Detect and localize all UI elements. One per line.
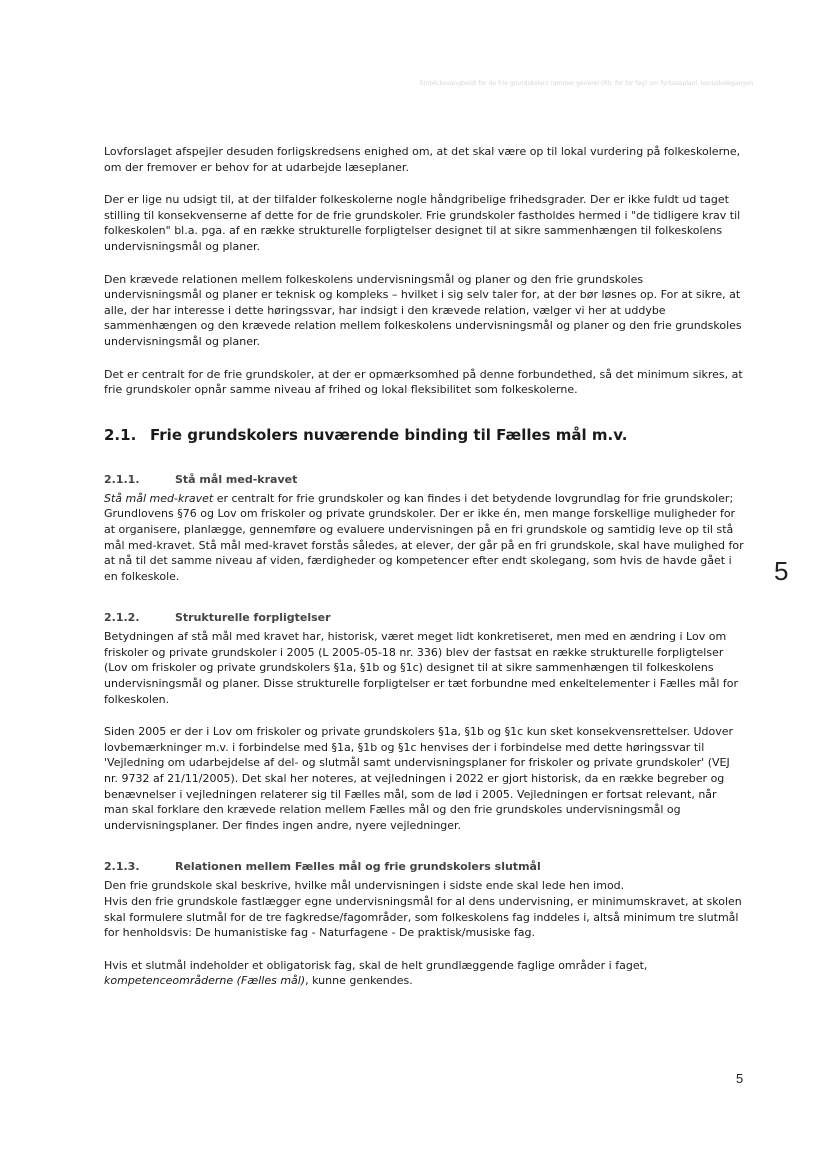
paragraph-text: er centralt for frie grundskoler og kan findes i det betydende lovgrundlag for frie grundskoler; Grundlovens §76 og Lov om friskoler og private grundskoler. Der er ikke én, men mange forskellige muligheder for at organisere, planlægge, gennemføre og evaluere undervisningen på en fri grundskole og samtidig leve op til stå mål med-kravet. Stå mål med-kravet forstås således, at elever, der går på en fri grundskole, skal have mulighed for at nå til det samme niveau af viden, færdigheder og kompetencer efter endt skolegang, som hvis de havde gået i en folkeskole.	[104, 491, 744, 583]
intro-paragraph-1: Lovforslaget afspejler desuden forligskredsens enighed om, at det skal være op til lokal vurdering på folkeskolerne, om der fremover er behov for at udarbejde læseplaner.	[104, 145, 741, 174]
faint-header-text: Einblicksvangbeldt for de frie grundskolers rammer generel (Rh. for for fag) om fyrkasaplanl. konuskolegangen	[420, 80, 754, 87]
section-number: 2.1.	[104, 425, 137, 444]
italic-term: kompetenceområderne (Fælles mål)	[104, 974, 306, 988]
intro-paragraph-3: Den krævede relationen mellem folkeskolens undervisningsmål og planer og den frie grundskoles undervisningsmål og planer er teknisk og kompleks – hvilket i sig selv taler for, at der bør løsnes op. For at sikre, at alle, der har interesse i dette høringssvar, har indsigt i den krævede relation, vælger vi her at uddybe sammenhængen og den krævede relation mellem folkeskolens undervisningsmål og planer og den frie grundskoles undervisningsmål og planer.	[104, 272, 742, 348]
subsection-title: Relationen mellem Fælles mål og frie grundskolers slutmål	[175, 860, 541, 874]
subsection-paragraph-2: Siden 2005 er der i Lov om friskoler og private grundskolers §1a, §1b og §1c kun sket konsekvensrettelser. Udover lovbemærkninger m.v. i forbindelse med §1a, §1b og §1c henvises der i forbindelse med dette høringssvar til 'Vejledning om udarbejdelse af del- og slutmål samt undervisningsplaner for friskoler og private grundskoler' (VEJ nr. 9732 af 21/11/2005). Det skal her noteres, at vejledningen i 2022 er gjort historisk, da en række begreber og benævnelser i vejledningen relaterer sig til Fælles mål, som de lød i 2005. Vejledningen er fortsat relevant, når man skal forklare den krævede relation mellem Fælles mål og den frie grundskoles undervisningsmål og undervisningsplaner. Der findes ingen andre, nyere vejledninger.	[104, 725, 734, 832]
subsection-2-1-3	[104, 859, 744, 989]
subsection-number: 2.1.1.	[104, 472, 140, 486]
paragraph-tail: , kunne genkendes.	[305, 974, 413, 988]
intro-paragraph-4: Det er centralt for de frie grundskoler, at der er opmærksomhed på denne forbundethed, så det minimum sikres, at frie grundskoler opnår samme niveau af frihed og lokal fleksibilitet som folkeskolerne.	[104, 367, 743, 397]
subsection-final-paragraph	[104, 958, 744, 989]
subsection-title: Stå mål med-kravet	[175, 472, 298, 486]
subsection-line-1: Den frie grundskole skal beskrive, hvilke mål undervisningen i sidste ende skal lede hen imod.	[104, 879, 625, 893]
subsection-paragraph-1: Betydningen af stå mål med kravet har, historisk, været meget lidt konkretiseret, men med en ændring i Lov om friskoler og private grundskoler i 2005 (L 2005-05-18 nr. 336) blev der fastsat en række strukturelle forpligtelser (Lov om friskoler og private grundskolers §1a, §1b og §1c) designet til at sikre sammenhængen til folkeskolens undervisningsmål og planer. Disse strukturelle forpligtelser er tæt forbundne med enkeltelementer i Fælles mål for folkeskolen.	[104, 630, 739, 706]
subsection-2-1-1	[104, 472, 744, 585]
subsection-title: Strukturelle forpligtelser	[175, 611, 331, 625]
subsection-2-1-2	[104, 610, 744, 833]
section-heading	[104, 426, 744, 444]
side-page-marker: 5	[774, 556, 789, 586]
subsection-heading	[104, 859, 744, 874]
subsection-heading	[104, 472, 744, 487]
intro-paragraph-2: Der er lige nu udsigt til, at der tilfalder folkeskolerne nogle håndgribelige frihedsgrader. Der er ikke fuldt ud taget stilling til konsekvenserne af dette for de frie grundskoler. Frie grundskoler fastholdes hermed i "de tidligere krav til folkeskolen" bl.a. pga. af en række strukturelle forpligtelser designet til at sikre sammenhængen til folkeskolens undervisningsmål og planer.	[104, 193, 741, 253]
section-title: Frie grundskolers nuværende binding til Fælles mål m.v.	[150, 425, 628, 444]
subsection-line-2: Hvis den frie grundskole fastlægger egne undervisningsmål for al dens undervisning, er minimumskravet, at skolen skal formulere slutmål for de tre fagkredse/fagområder, som folkeskolens fag inddeles i, altså minimum tre slutmål for henholdsvis: De humanistiske fag - Naturfagene - De praktisk/musiske fag.	[104, 895, 742, 940]
document-body	[104, 144, 744, 1006]
subsection-paragraph	[104, 491, 744, 585]
subsection-number: 2.1.2.	[104, 611, 140, 625]
italic-lead: Stå mål med-kravet	[104, 491, 214, 505]
subsection-heading	[104, 610, 744, 625]
subsection-number: 2.1.3.	[104, 860, 140, 874]
paragraph-text: Hvis et slutmål indeholder et obligatorisk fag, skal de helt grundlæggende faglige områder i faget,	[104, 958, 648, 972]
page-number: 5	[736, 1071, 744, 1086]
